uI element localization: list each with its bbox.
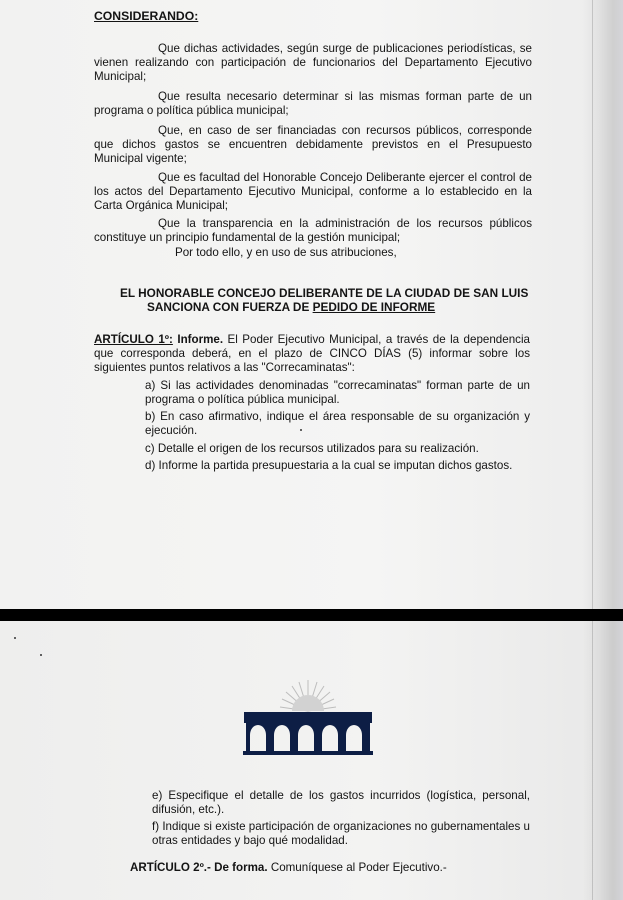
considerando-4-line-1: Que es facultad del Honorable Concejo Deliberante ejercer el control de: [158, 171, 532, 184]
sanction-line-1: EL HONORABLE CONCEJO DELIBERANTE DE LA CIUDAD DE SAN LUIS: [120, 286, 529, 300]
considerando-5-line-2: constituye un principio fundamental de la gestión municipal;: [94, 231, 401, 244]
considerando-6-line-1: Por todo ello, y en uso de sus atribuciones,: [175, 246, 397, 259]
sun-icon: [292, 695, 324, 711]
scan-speck: [14, 637, 16, 639]
article-2-label: ARTÍCULO 2º.-: [130, 861, 211, 874]
city-arch-sun-logo: [240, 659, 376, 759]
considerando-heading: CONSIDERANDO:: [94, 9, 199, 23]
article-1-item-b-line-1: b) En caso afirmativo, indique el área responsable de su organización y: [145, 410, 530, 423]
article-1-line-1: ARTÍCULO 1º: Informe. El Poder Ejecutivo Municipal, a través de la dependencia: [94, 333, 530, 346]
article-2-text: Comuníquese al Poder Ejecutivo.-: [267, 861, 447, 874]
article-1-item-e-line-2: difusión, etc.).: [152, 803, 225, 816]
considerando-2-line-2: programa o política pública municipal;: [94, 104, 289, 117]
document-page-2: [0, 621, 623, 900]
page-edge-line: [592, 621, 593, 900]
considerando-4-line-3: Carta Orgánica Municipal;: [94, 199, 229, 212]
article-1-line-3: siguientes puntos relativos a las "Correcaminatas":: [94, 361, 355, 374]
article-1-item-a-line-2: programa o política pública municipal.: [145, 393, 340, 406]
considerando-4-line-2: los actos del Departamento Ejecutivo Municipal, conforme a lo establecido en la: [94, 185, 532, 198]
pedido-de-informe-label: PEDIDO DE INFORME: [312, 300, 436, 314]
page-edge-shadow: [583, 0, 623, 609]
scan-speck: [40, 654, 42, 656]
article-2-line: [130, 861, 447, 875]
scan-speck: [300, 429, 302, 431]
considerando-5-line-1: Que la transparencia en la administración de los recursos públicos: [158, 217, 532, 230]
considerando-3-line-3: Municipal vigente;: [94, 152, 187, 165]
article-2-title: De forma.: [210, 861, 268, 874]
article-1-item-d: d) Informe la partida presupuestaria a la cual se imputan dichos gastos.: [145, 459, 513, 472]
page-edge-shadow: [583, 621, 623, 900]
article-1-line-2: que corresponda deberá, en el plazo de CINCO DÍAS (5) informar sobre los: [94, 347, 530, 360]
article-1-item-f-line-2: otras entidades y bajo qué modalidad.: [152, 834, 348, 847]
article-1-label: ARTÍCULO 1º:: [94, 333, 173, 346]
article-1-item-b-line-2: ejecución.: [145, 424, 198, 437]
considerando-3-line-1: Que, en caso de ser financiadas con recursos públicos, corresponde: [158, 124, 532, 137]
considerando-1-line-2: vienen realizando con participación de funcionarios del Departamento Ejecutivo: [94, 56, 532, 69]
sanction-line-2: SANCIONA CON FUERZA DE PEDIDO DE INFORME: [147, 300, 436, 314]
article-1-item-f-line-1: f) Indique si existe participación de organizaciones no gubernamentales u: [152, 820, 530, 833]
page-edge-line: [592, 0, 593, 609]
considerando-1-line-1: Que dichas actividades, según surge de publicaciones periodísticas, se: [158, 42, 532, 55]
article-1-item-e-line-1: e) Especifique el detalle de los gastos incurridos (logística, personal,: [152, 789, 530, 802]
article-1-item-a-line-1: a) Si las actividades denominadas "correcaminatas" forman parte de un: [145, 379, 530, 392]
considerando-2-line-1: Que resulta necesario determinar si las mismas forman parte de un: [158, 90, 532, 103]
article-1-title: Informe.: [172, 333, 224, 346]
article-1-item-c: c) Detalle el origen de los recursos utilizados para su realización.: [145, 442, 479, 455]
arches-icon: [243, 712, 373, 755]
considerando-1-line-3: Municipal;: [94, 70, 147, 83]
considerando-3-line-2: que dichos gastos se encuentren debidamente previstos en el Presupuesto: [94, 138, 532, 151]
